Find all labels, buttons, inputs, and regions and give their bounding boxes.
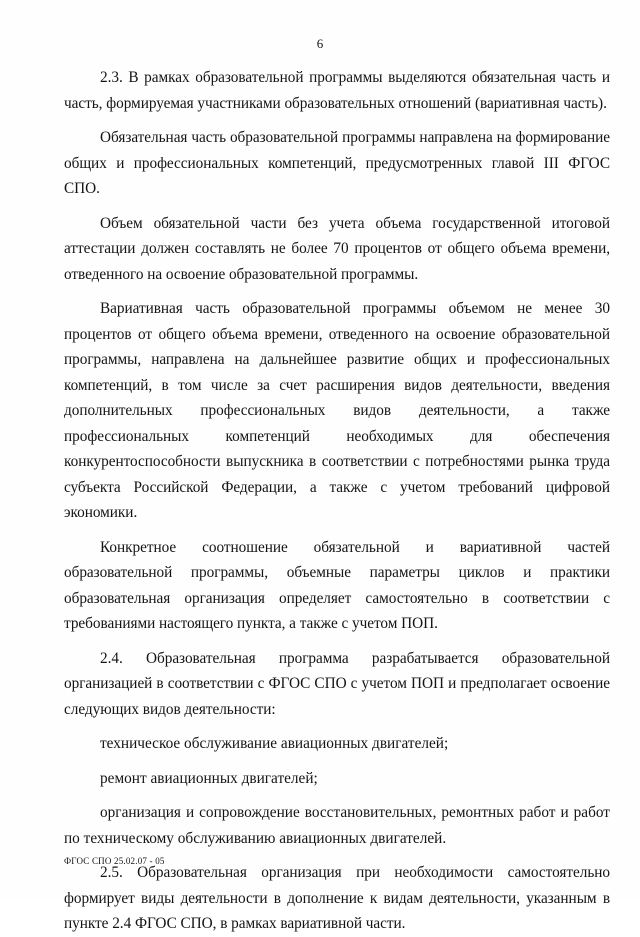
paragraph-mandatory-volume: Объем обязательной части без учета объема государственной итоговой аттестации должен составлять не более 70 процентов от общего объема времени, отведенного на освоение образовательной программы. xyxy=(64,214,610,283)
page-number: 6 xyxy=(316,36,324,51)
paragraph-variable-part: Вариативная часть образовательной программы объемом не менее 30 процентов от общего объема времени, отведенного на освоение образовательной программы, направлена на дальнейшее развитие общих и профессиональных компетенций, в том числе за счет расширения видов деятельности, введения дополнительных профессиональных видов деятельности, а также профессиональных компетенций необходимых для обеспечения конкурентоспособности выпускника в соответствии с потребностями рынка труда субъекта Российской Федерации, а также с учетом требований цифровой экономики. xyxy=(64,300,610,521)
list-item: техническое обслуживание авиационных двигателей; xyxy=(100,735,449,752)
paragraph-ratio: Конкретное соотношение обязательной и вариативной частей образовательной программы, объемные параметры циклов и практики образовательная организация определяет самостоятельно в соответствии с требованиями настоящего пункта, а также с учетом ПОП. xyxy=(64,538,610,632)
paragraph-mandatory-part: Обязательная часть образовательной программы направлена на формирование общих и профессиональных компетенций, предусмотренных главой III ФГОС СПО. xyxy=(64,129,610,197)
document-body xyxy=(64,65,610,937)
list-item: ремонт авиационных двигателей; xyxy=(100,769,318,787)
footer-document-code: ФГОС СПО 25.02.07 - 05 xyxy=(64,856,165,866)
list-item: организация и сопровождение восстановительных, ремонтных работ и работ по техническому обслуживанию авиационных двигателей. xyxy=(64,804,610,847)
activities-list xyxy=(64,731,610,851)
paragraph-2-5: 2.5. Образовательная организация при необходимости самостоятельно формирует виды деятельности в дополнение к видам деятельности, указанным в пункте 2.4 ФГОС СПО, в рамках вариативной части. xyxy=(64,864,610,932)
paragraph-2-4: 2.4. Образовательная программа разрабатывается образовательной организацией в соответствии с ФГОС СПО с учетом ПОП и предполагает освоение следующих видов деятельности: xyxy=(64,649,610,718)
paragraph-2-3: 2.3. В рамках образовательной программы выделяются обязательная часть и часть, формируемая участниками образовательных отношений (вариативная часть). xyxy=(64,69,610,112)
